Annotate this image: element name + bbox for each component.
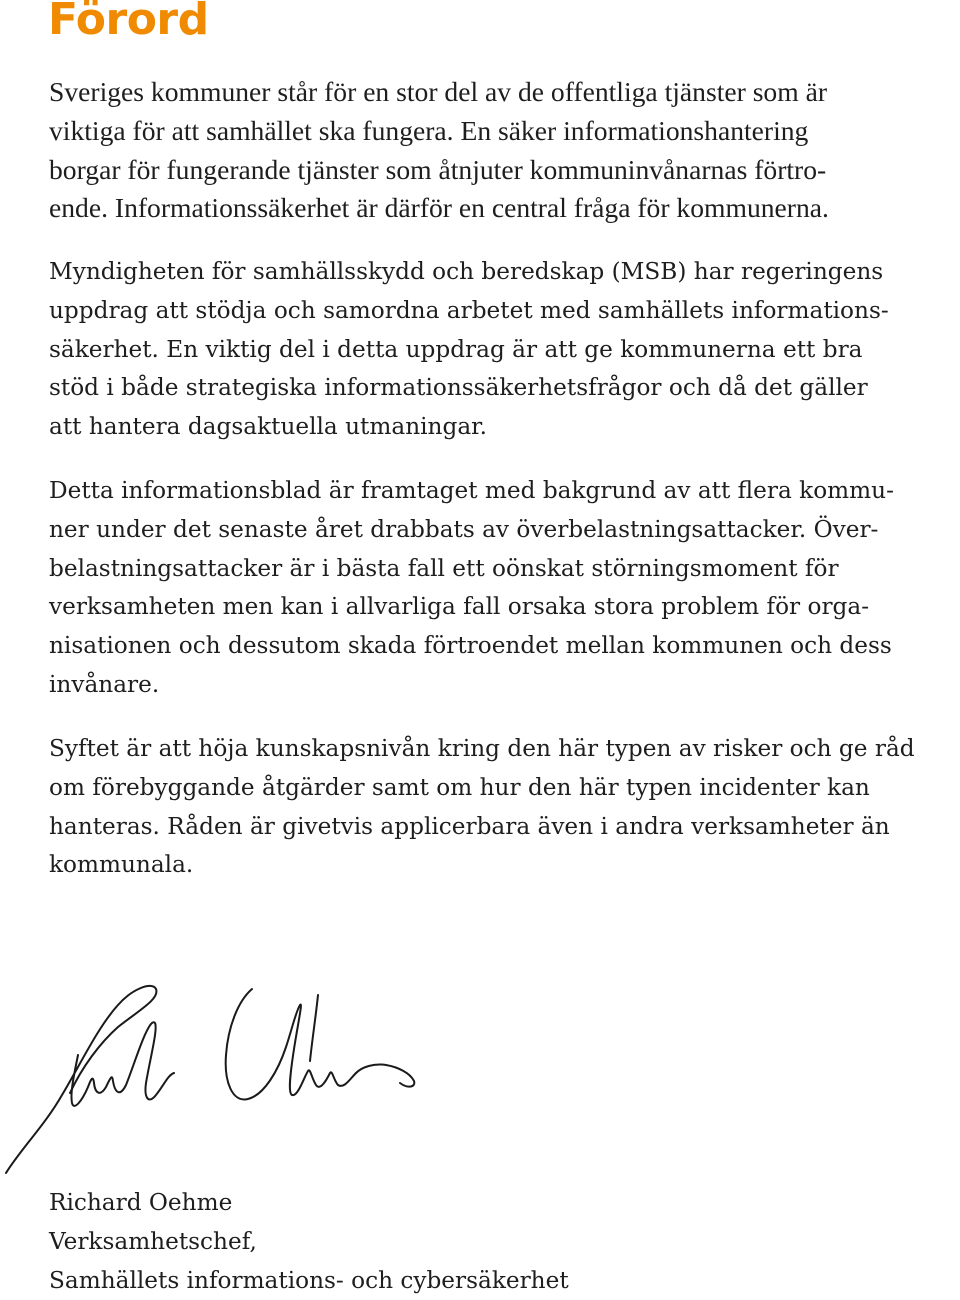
text-line: viktiga för att samhället ska fungera. En säker informationshantering xyxy=(49,114,809,146)
text-line: att hantera dagsaktuella utmaningar. xyxy=(49,413,488,441)
paragraph-background xyxy=(49,472,960,705)
paragraph-purpose xyxy=(49,730,960,885)
signer-department: Samhällets informations- och cybersäkerhet xyxy=(49,1266,569,1294)
text-line: Syftet är att höja kunskapsnivån kring den här typen av risker och ge råd xyxy=(49,735,915,762)
text-line: stöd i både strategiska informationssäkerhetsfrågor och då det gäller xyxy=(49,374,868,402)
page-title: Förord xyxy=(48,0,209,45)
text-line: kommunala. xyxy=(49,851,194,879)
text-line: hanteras. Råden är givetvis applicerbara även i andra verksamheter än xyxy=(49,812,890,840)
text-line: Sveriges kommuner står för en stor del av de offentliga tjänster som är xyxy=(49,76,828,107)
text-line: borgar för fungerande tjänster som åtnjuter kommuninvånarnas förtro- xyxy=(49,153,827,185)
signer-block xyxy=(49,1184,569,1300)
text-line: Detta informationsblad är framtaget med bakgrund av att flera kommu- xyxy=(49,477,894,504)
text-line: om förebyggande åtgärder samt om hur den här typen incidenter kan xyxy=(49,773,870,801)
text-line: uppdrag att stödja och samordna arbetet med samhällets informations- xyxy=(49,296,889,324)
text-line: säkerhet. En viktig del i detta uppdrag är att ge kommunerna ett bra xyxy=(49,335,863,363)
text-line: nisationen och dessutom skada förtroendet mellan kommunen och dess xyxy=(49,632,892,660)
text-line: invånare. xyxy=(49,670,160,698)
paragraph-intro xyxy=(49,73,960,228)
text-line: Myndigheten för samhällsskydd och beredskap (MSB) har regeringens xyxy=(49,258,884,285)
signer-title: Verksamhetschef, xyxy=(49,1227,257,1255)
text-line: ner under det senaste året drabbats av överbelastningsattacker. Över- xyxy=(49,515,879,543)
text-line: verksamheten men kan i allvarliga fall orsaka stora problem för orga- xyxy=(49,593,870,621)
handwritten-signature xyxy=(0,975,430,1180)
text-line: belastningsattacker är i bästa fall ett oönskat störningsmoment för xyxy=(49,554,839,582)
signer-name: Richard Oehme xyxy=(49,1189,233,1216)
paragraph-msb xyxy=(49,253,960,447)
text-line: ende. Informationssäkerhet är därför en central fråga för kommunerna. xyxy=(49,192,829,224)
